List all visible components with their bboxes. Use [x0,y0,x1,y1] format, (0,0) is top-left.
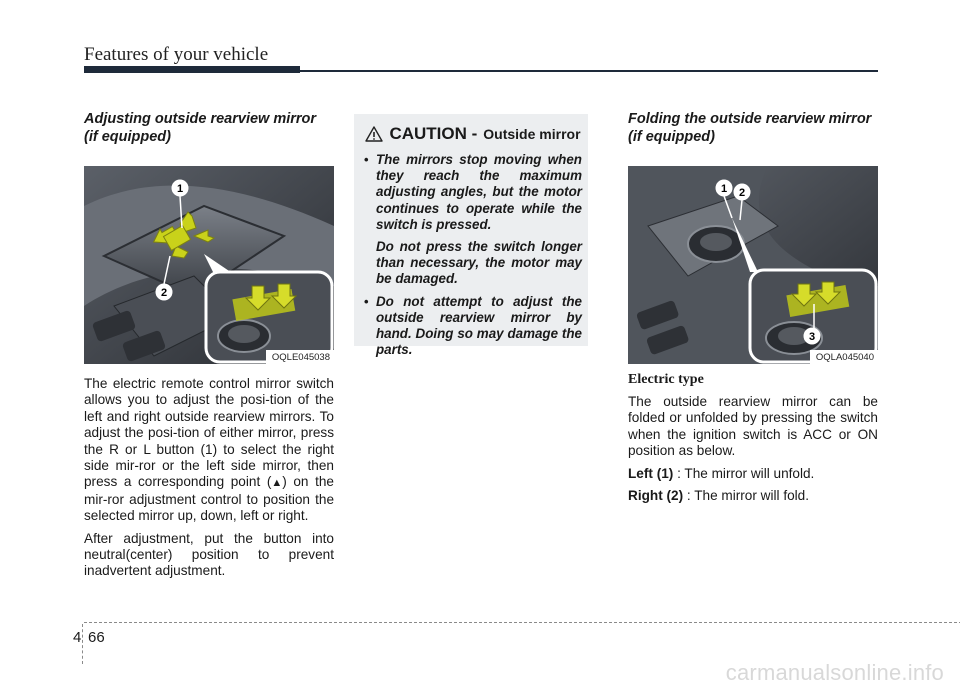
caution-word: CAUTION - [389,124,478,143]
figure-code-right: OQLA045040 [810,350,878,364]
header-rule-thin [300,70,878,72]
left-1-key: Left (1) [628,465,674,481]
caution-box [354,114,588,358]
watermark: carmanualsonline.info [725,660,944,685]
caution-item [364,152,582,288]
caution-bullet: • [364,152,369,167]
electric-type-heading: Electric type [628,372,704,387]
right-2-key: Right (2) [628,488,684,504]
callout-1-label: 1 [176,183,184,195]
caution-bullet: • [364,293,369,309]
left-1-value: : The mirror will unfold. [673,465,815,481]
folding-paragraph: The outside rearview mirror can be folded or unfolded by pressing the switch when the ignition switch is ACC or ON position as below. [628,394,878,459]
right-2-item [628,488,878,504]
triangle-symbol: ▲ [271,477,283,490]
left-1-item [628,466,878,482]
caution-header [364,124,582,144]
left-column [84,110,334,580]
caution-item-text: Do not attempt to adjust the outside rearview mirror by hand. Doing so may damage the parts. [376,293,582,358]
callout-2-label-right: 2 [738,187,746,199]
mirror-switch-figure [84,166,334,364]
header-rule-thick [84,66,300,73]
header-title: Features of your vehicle [84,44,269,65]
folding-switch-illustration [628,166,878,364]
figure-code-left: OQLE045038 [266,350,334,364]
footer-vertical-rule [82,624,83,664]
mirror-switch-illustration [84,166,334,364]
mirror-adjust-paragraph [84,376,334,525]
folding-switch-figure [628,166,878,364]
footer-chapter-number: 4 [73,629,82,646]
inset-zoom [750,270,876,362]
right-2-value: : The mirror will fold. [683,488,810,504]
callout-2-label: 2 [160,287,168,299]
folding-mirror-heading: Folding the outside rearview mirror (if equipped) [628,111,872,145]
callout-3-label: 3 [808,331,816,343]
adjusting-mirror-heading: Adjusting outside rearview mirror (if equipped) [84,111,317,145]
mirror-adjust-text-2: ) on the mir-ror adjustment control to position the selected mirror up, down, left or right. [84,474,334,524]
right-column [628,110,878,504]
footer-rule [84,622,960,623]
caution-item-extra: Do not press the switch longer than necessary, the motor may be damaged. [376,239,582,287]
after-adjustment-paragraph: After adjustment, put the button into neutral(center) position to prevent inadvertent adjustment. [84,530,334,579]
caution-item-text: The mirrors stop moving when they reach the maximum adjusting angles, but the motor continues to operate while the switch is pressed. [376,152,582,232]
callout-1-label-right: 1 [720,183,728,195]
footer-page-number: 66 [88,629,105,646]
caution-subtitle: Outside mirror [483,126,581,142]
warning-triangle-icon [365,126,383,142]
mirror-adjust-text-1: The electric remote control mirror switch allows you to adjust the posi-tion of the left and right outside rearview mirrors. To adjust the posi-tion of either mirror, press the R or L button (1) to select the right side mir-ror or the left side mirror, then press a corresponding point ( [84,376,334,490]
middle-column [354,114,604,358]
caution-item [364,294,582,359]
inset-zoom [206,272,332,362]
